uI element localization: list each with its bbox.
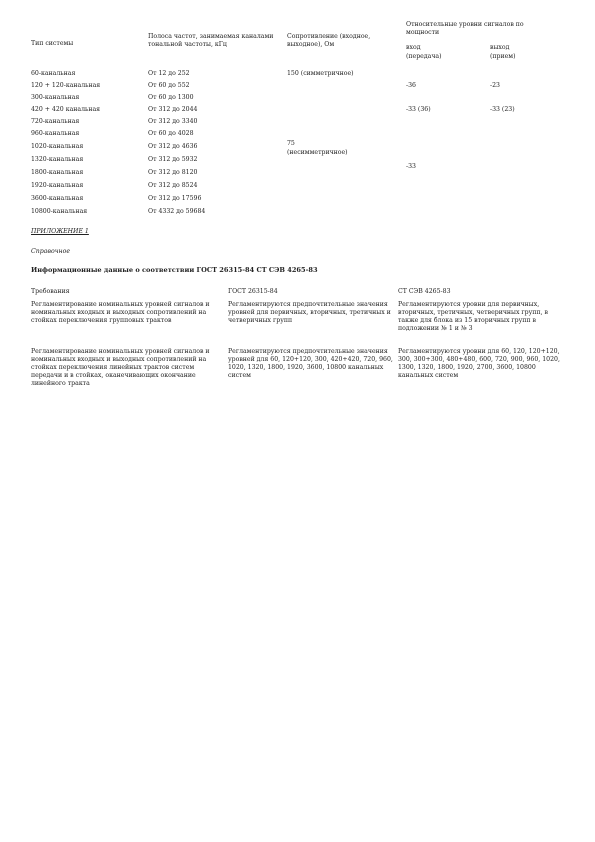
table1-row-type: 120 + 120-канальная [31,82,101,89]
level-output: -23 [490,82,500,89]
table2-cell: Регламентируются уровни для первичных, вторичных, третичных, четверичных групп, в также для блока из 15 вторичных групп в подложении № 1 и № 3 [398,301,548,332]
table1-header-output: выход [490,44,510,51]
table2-header-st-sev: СТ СЭВ 4265-83 [398,288,451,295]
impedance-symmetric: 150 (симметричное) [287,70,354,77]
table1-header-type: Тип системы [31,40,74,47]
level-input: -33 [406,163,416,170]
table1-row-freq: От 60 до 1300 [148,94,194,101]
appendix-title: ПРИЛОЖЕНИЕ 1 [31,228,89,235]
table2-header-requirements: Требования [31,288,70,295]
table1-row-freq: От 60 до 552 [148,82,190,89]
table2-cell: Регламентирование номинальных уровней сигналов и номинальных входных и выходных сопротивлений на стойках переключения линейных трактов систем передачи и в стойках, оканечивающих окончание линейного тракта [31,348,210,387]
table1-row-freq: От 312 до 5932 [148,156,198,163]
level-input: -36 [406,82,416,89]
level-output: -33 (23) [490,106,515,113]
table1-row-freq: От 312 до 8524 [148,182,198,189]
table2-header-gost: ГОСТ 26315-84 [228,288,278,295]
table1-row-freq: От 312 до 4636 [148,143,198,150]
table1-row-freq: От 312 до 8120 [148,169,198,176]
table2-cell: Регламентируются предпочтительные значения уровней для 60, 120+120, 300, 420+420, 720, 960, 1020, 1320, 1800, 1920, 3600, 10800 канальных систем [228,348,393,379]
level-input: -33 (36) [406,106,431,113]
table1-header-impedance: Сопротивление (входное, выходное), Ом [287,33,371,48]
table2-cell: Регламентируются уровни для 60, 120, 120+120, 300, 300+300, 480+480, 600, 720, 900, 960, 1020, 1300, 1320, 1800, 1920, 2700, 3600, 10800 канальных систем [398,348,560,379]
table1-row-freq: От 12 до 252 [148,70,190,77]
table1-row-type: 10800-канальная [31,208,88,215]
table1-row-type: 3600-канальная [31,195,84,202]
table1-header-input-sub: (передача) [406,53,442,60]
table2-cell: Регламентирование номинальных уровней сигналов и номинальных входных и выходных сопротивлений на стойках переключения групповых трактов [31,301,210,324]
table1-header-input: вход [406,44,421,51]
table1-header-output-sub: (прием) [490,53,516,60]
table1-row-freq: От 312 до 3340 [148,118,198,125]
table1-row-freq: От 312 до 17596 [148,195,202,202]
table1-row-type: 1920-канальная [31,182,84,189]
table1-row-freq: От 4332 до 59684 [148,208,206,215]
impedance-asymmetric-label: (несимметричное) [287,149,348,156]
table1-row-type: 420 + 420 канальная [31,106,101,113]
table1-row-type: 60-канальная [31,70,76,77]
table1-header-freq: Полоса частот, занимаемая каналами тональной частоты, кГц [148,33,274,48]
appendix-subtitle: Справочное [31,248,71,255]
table1-header-levels: Относительные уровни сигналов по мощности [406,21,524,36]
table2-cell: Регламентируются предпочтительные значения уровней для первичных, вторичных, третичных и четверичных групп [228,301,391,324]
table1-row-type: 720-канальная [31,118,80,125]
impedance-asymmetric-value: 75 [287,140,295,147]
table1-row-type: 1020-канальная [31,143,84,150]
appendix-heading: Информационные данные о соответствии ГОСТ 26315-84 СТ СЭВ 4265-83 [31,266,318,274]
table1-row-freq: От 60 до 4028 [148,130,194,137]
table1-row-type: 1320-канальная [31,156,84,163]
table1-row-freq: От 312 до 2044 [148,106,198,113]
table1-row-type: 300-канальная [31,94,80,101]
table1-row-type: 1800-канальная [31,169,84,176]
table1-row-type: 960-канальная [31,130,80,137]
